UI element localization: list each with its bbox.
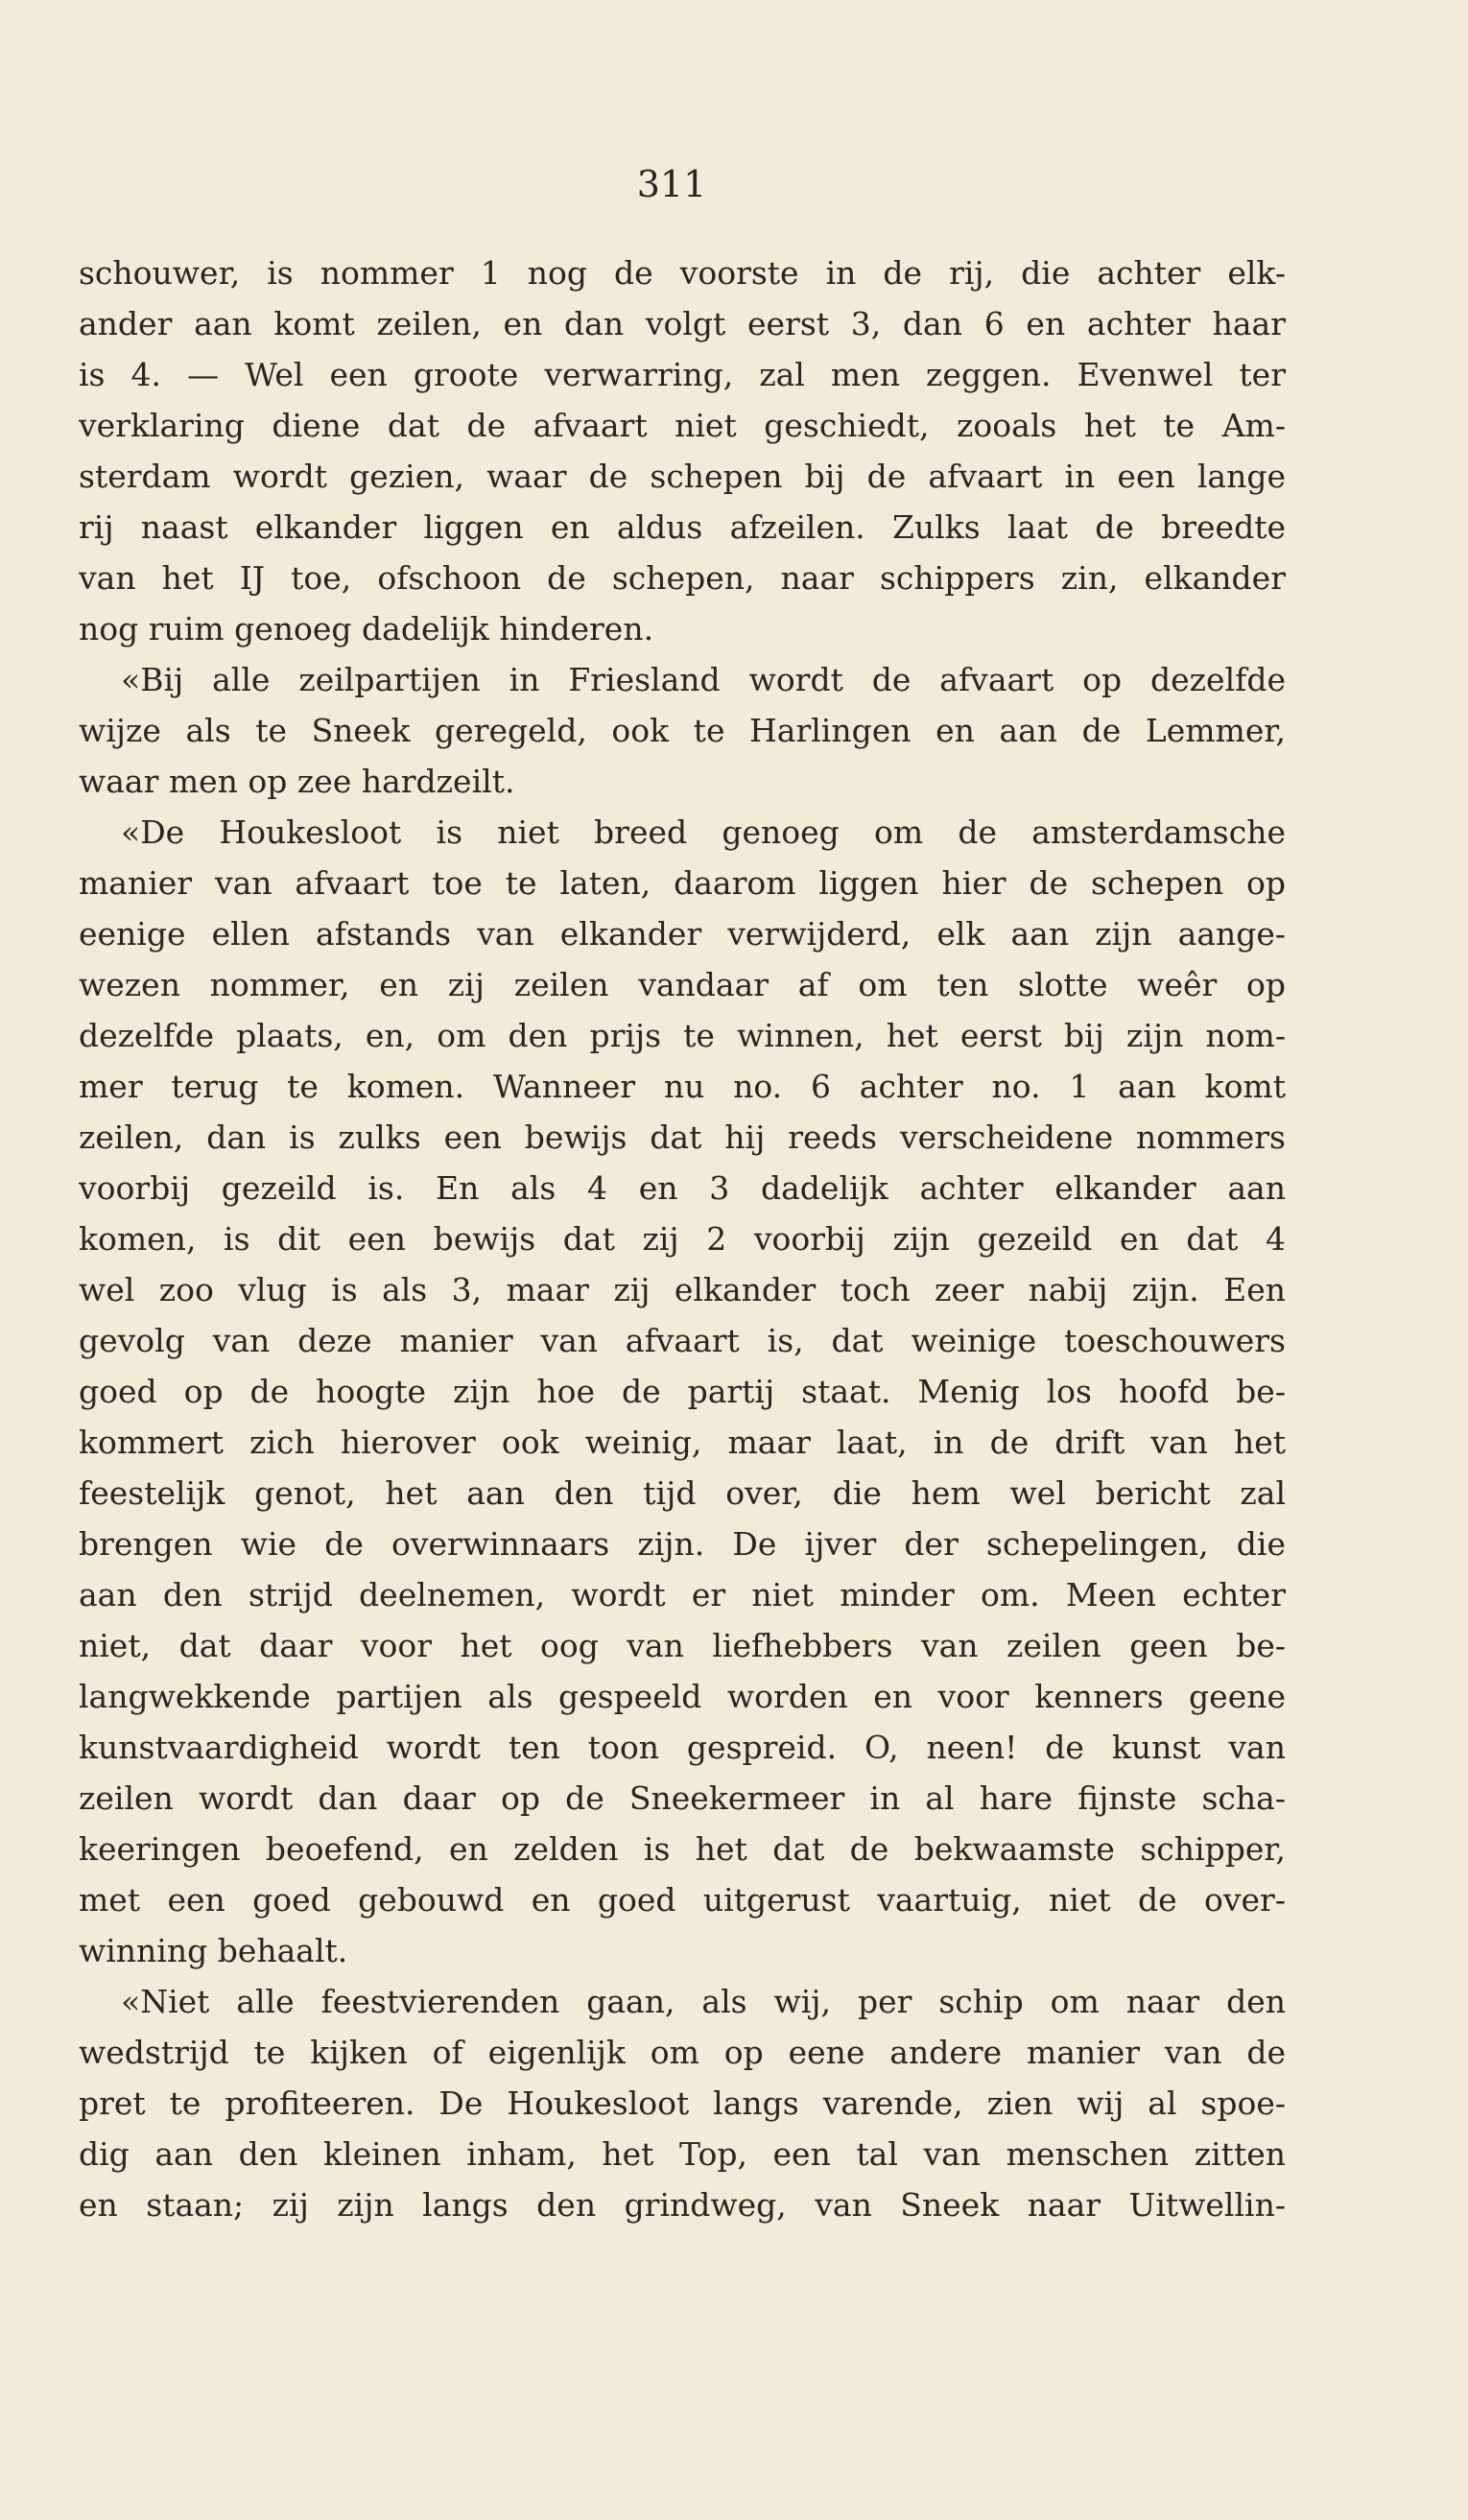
text-line: wedstrijd te kijken of eigenlijk om op eene andere manier van de: [79, 2034, 1286, 2071]
text-line: wijze als te Sneek geregeld, ook te Harlingen en aan de Lemmer,: [79, 712, 1286, 749]
text-line: waar men op zee hardzeilt.: [79, 763, 515, 800]
text-line: niet, dat daar voor het oog van liefhebbers van zeilen geen be-: [79, 1627, 1286, 1664]
text-line: «De Houkesloot is niet breed genoeg om de amsterdamsche: [121, 813, 1286, 851]
page-number: 311: [636, 163, 707, 205]
text-line: goed op de hoogte zijn hoe de partij staat. Menig los hoofd be-: [79, 1373, 1286, 1410]
text-line: voorbij gezeild is. En als 4 en 3 dadelijk achter elkander aan: [79, 1169, 1286, 1207]
text-line: zeilen wordt dan daar op de Sneekermeer in al hare fijnste scha-: [79, 1779, 1286, 1817]
text-line: manier van afvaart toe te laten, daarom liggen hier de schepen op: [79, 864, 1286, 902]
text-line: zeilen, dan is zulks een bewijs dat hij reeds verscheidene nommers: [79, 1119, 1286, 1156]
text-line: winning behaalt.: [79, 1932, 348, 1969]
text-line: van het IJ toe, ofschoon de schepen, naar schippers zin, elkander: [79, 559, 1286, 597]
text-line: komen, is dit een bewijs dat zij 2 voorbij zijn gezeild en dat 4: [79, 1220, 1286, 1258]
text-line: kunstvaardigheid wordt ten toon gespreid. O, neen! de kunst van: [79, 1729, 1286, 1766]
text-line: verklaring diene dat de afvaart niet geschiedt, zooals het te Am-: [79, 407, 1286, 444]
text-line: dig aan den kleinen inham, het Top, een tal van menschen zitten: [79, 2135, 1286, 2173]
text-line: eenige ellen afstands van elkander verwijderd, elk aan zijn aange-: [79, 915, 1286, 953]
text-line: nog ruim genoeg dadelijk hinderen.: [79, 610, 654, 648]
text-line: brengen wie de overwinnaars zijn. De ijver der schepelingen, die: [79, 1525, 1286, 1563]
text-line: ander aan komt zeilen, en dan volgt eerst 3, dan 6 en achter haar: [79, 305, 1286, 342]
text-line: met een goed gebouwd en goed uitgerust vaartuig, niet de over-: [79, 1881, 1286, 1919]
text-line: sterdam wordt gezien, waar de schepen bij de afvaart in een lange: [79, 458, 1286, 495]
text-line: feestelijk genot, het aan den tijd over, die hem wel bericht zal: [79, 1474, 1286, 1512]
text-line: langwekkende partijen als gespeeld worden en voor kenners geene: [79, 1678, 1286, 1715]
text-line: rij naast elkander liggen en aldus afzeilen. Zulks laat de breedte: [79, 508, 1286, 546]
text-line: keeringen beoefend, en zelden is het dat de bekwaamste schipper,: [79, 1830, 1286, 1868]
text-line: aan den strijd deelnemen, wordt er niet minder om. Meen echter: [79, 1576, 1286, 1613]
text-line: «Bij alle zeilpartijen in Friesland wordt de afvaart op dezelfde: [121, 661, 1286, 698]
text-line: mer terug te komen. Wanneer nu no. 6 achter no. 1 aan komt: [79, 1068, 1286, 1105]
text-line: kommert zich hierover ook weinig, maar laat, in de drift van het: [79, 1424, 1286, 1461]
text-line: gevolg van deze manier van afvaart is, dat weinige toeschouwers: [79, 1322, 1286, 1359]
text-line: wel zoo vlug is als 3, maar zij elkander toch zeer nabij zijn. Een: [79, 1271, 1286, 1308]
body-text: [79, 247, 1286, 2230]
text-line: schouwer, is nommer 1 nog de voorste in de rij, die achter elk-: [79, 254, 1286, 292]
text-line: dezelfde plaats, en, om den prijs te winnen, het eerst bij zijn nom-: [79, 1017, 1286, 1054]
text-line: wezen nommer, en zij zeilen vandaar af om ten slotte weêr op: [79, 966, 1286, 1003]
text-line: en staan; zij zijn langs den grindweg, van Sneek naar Uitwellin-: [79, 2186, 1286, 2224]
text-line: pret te profiteeren. De Houkesloot langs varende, zien wij al spoe-: [79, 2084, 1286, 2122]
text-line: is 4. — Wel een groote verwarring, zal men zeggen. Evenwel ter: [79, 356, 1286, 393]
text-line: «Niet alle feestvierenden gaan, als wij, per schip om naar den: [121, 1983, 1286, 2020]
